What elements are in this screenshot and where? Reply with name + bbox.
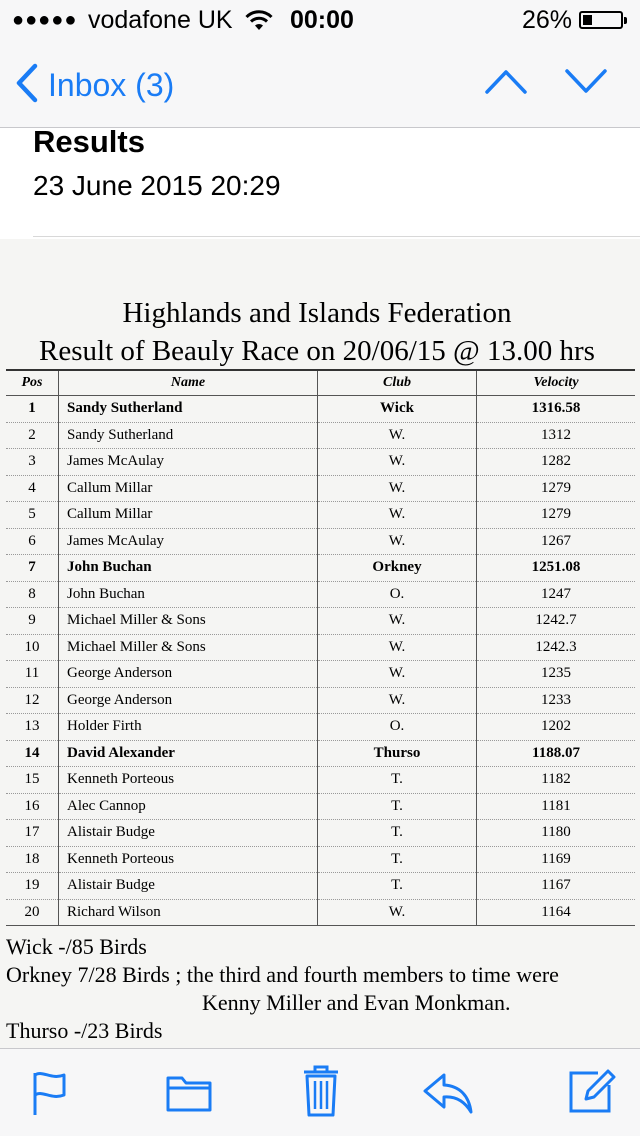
cell-club: W.	[318, 502, 477, 529]
folder-icon	[166, 1100, 212, 1117]
flag-button[interactable]	[30, 1069, 70, 1122]
table-row	[6, 581, 635, 608]
chevron-down-icon	[564, 83, 608, 100]
signal-strength-icon: ●●●●●	[12, 9, 78, 31]
cell-name: Alistair Budge	[59, 873, 318, 900]
reply-button[interactable]	[422, 1071, 474, 1120]
cell-pos: 3	[6, 449, 59, 476]
status-bar	[0, 0, 640, 40]
trash-icon	[302, 1104, 340, 1121]
table-row	[6, 793, 635, 820]
message-date: 23 June 2015 20:29	[33, 170, 281, 201]
cell-name: Sandy Sutherland	[59, 422, 318, 449]
table-row	[6, 555, 635, 582]
cell-pos: 10	[6, 634, 59, 661]
battery-level-fill	[583, 15, 592, 25]
cell-name: Michael Miller & Sons	[59, 608, 318, 635]
cell-pos: 6	[6, 528, 59, 555]
document-title: Highlands and Islands Federation	[122, 297, 512, 329]
cell-club: W.	[318, 475, 477, 502]
carrier-name: vodafone UK	[88, 6, 233, 34]
compose-icon	[568, 1102, 616, 1119]
back-button-label: Inbox (3)	[48, 66, 175, 103]
table-row	[6, 634, 635, 661]
cell-pos: 20	[6, 899, 59, 926]
cell-velocity: 1242.7	[477, 608, 636, 635]
cell-club: Thurso	[318, 740, 477, 767]
cell-pos: 17	[6, 820, 59, 847]
table-row	[6, 740, 635, 767]
table-header-row	[6, 370, 635, 396]
cell-velocity: 1242.3	[477, 634, 636, 661]
note-orkney-continued: Kenny Miller and Evan Monkman.	[202, 990, 511, 1015]
cell-club: T.	[318, 846, 477, 873]
cell-club: W.	[318, 528, 477, 555]
cell-club: W.	[318, 634, 477, 661]
cell-name: Alec Cannop	[59, 793, 318, 820]
back-to-inbox-button[interactable]	[14, 64, 174, 106]
cell-pos: 16	[6, 793, 59, 820]
table-row	[6, 608, 635, 635]
message-subject: Results	[33, 124, 145, 159]
table-row	[6, 661, 635, 688]
wifi-icon	[244, 10, 274, 37]
cell-name: Callum Millar	[59, 502, 318, 529]
chevron-left-icon	[14, 63, 40, 108]
cell-pos: 13	[6, 714, 59, 741]
battery-icon	[579, 11, 623, 29]
cell-name: John Buchan	[59, 555, 318, 582]
table-row	[6, 422, 635, 449]
cell-name: George Anderson	[59, 661, 318, 688]
results-table	[6, 369, 635, 926]
note-orkney: Orkney 7/28 Birds ; the third and fourth members to time were	[6, 962, 559, 987]
table-row	[6, 846, 635, 873]
table-row	[6, 475, 635, 502]
cell-velocity: 1279	[477, 475, 636, 502]
cell-name: Callum Millar	[59, 475, 318, 502]
battery-nub	[624, 17, 627, 24]
cell-velocity: 1233	[477, 687, 636, 714]
move-to-folder-button[interactable]	[166, 1073, 212, 1118]
cell-velocity: 1267	[477, 528, 636, 555]
cell-velocity: 1251.08	[477, 555, 636, 582]
cell-pos: 11	[6, 661, 59, 688]
cell-pos: 14	[6, 740, 59, 767]
navigation-bar	[0, 40, 640, 128]
cell-velocity: 1164	[477, 899, 636, 926]
cell-velocity: 1247	[477, 581, 636, 608]
cell-name: John Buchan	[59, 581, 318, 608]
cell-club: T.	[318, 767, 477, 794]
next-message-button[interactable]	[564, 66, 608, 101]
cell-velocity: 1181	[477, 793, 636, 820]
cell-pos: 9	[6, 608, 59, 635]
results-table-body	[6, 396, 635, 926]
table-row	[6, 687, 635, 714]
note-thurso: Thurso -/23 Birds	[6, 1018, 163, 1043]
message-header	[0, 124, 640, 238]
table-row	[6, 528, 635, 555]
cell-club: Orkney	[318, 555, 477, 582]
cell-velocity: 1235	[477, 661, 636, 688]
cell-pos: 1	[6, 396, 59, 423]
cell-pos: 5	[6, 502, 59, 529]
column-header-club: Club	[318, 370, 477, 396]
cell-club: T.	[318, 820, 477, 847]
cell-name: Sandy Sutherland	[59, 396, 318, 423]
cell-club: W.	[318, 899, 477, 926]
cell-velocity: 1282	[477, 449, 636, 476]
cell-club: W.	[318, 449, 477, 476]
compose-button[interactable]	[568, 1067, 616, 1120]
cell-pos: 15	[6, 767, 59, 794]
cell-velocity: 1202	[477, 714, 636, 741]
table-row	[6, 820, 635, 847]
attached-results-image[interactable]	[0, 239, 640, 1049]
table-row	[6, 873, 635, 900]
cell-club: O.	[318, 714, 477, 741]
cell-name: Kenneth Porteous	[59, 767, 318, 794]
cell-velocity: 1182	[477, 767, 636, 794]
cell-velocity: 1316.58	[477, 396, 636, 423]
cell-name: Richard Wilson	[59, 899, 318, 926]
cell-club: O.	[318, 581, 477, 608]
header-divider	[33, 236, 640, 237]
cell-velocity: 1279	[477, 502, 636, 529]
table-row	[6, 396, 635, 423]
table-row	[6, 449, 635, 476]
document-subtitle: Result of Beauly Race on 20/06/15 @ 13.00 hrs	[39, 335, 595, 367]
table-row	[6, 502, 635, 529]
chevron-up-icon	[484, 83, 528, 100]
cell-club: Wick	[318, 396, 477, 423]
cell-name: James McAulay	[59, 449, 318, 476]
cell-name: Kenneth Porteous	[59, 846, 318, 873]
column-header-pos: Pos	[6, 370, 59, 396]
cell-club: T.	[318, 873, 477, 900]
table-row	[6, 899, 635, 926]
previous-message-button[interactable]	[484, 66, 528, 101]
cell-club: W.	[318, 687, 477, 714]
cell-name: Michael Miller & Sons	[59, 634, 318, 661]
column-header-velocity: Velocity	[477, 370, 636, 396]
table-row	[6, 714, 635, 741]
flag-icon	[30, 1104, 70, 1121]
cell-pos: 4	[6, 475, 59, 502]
column-header-name: Name	[59, 370, 318, 396]
delete-button[interactable]	[302, 1065, 340, 1122]
battery-percent: 26%	[522, 6, 573, 34]
cell-pos: 12	[6, 687, 59, 714]
cell-pos: 2	[6, 422, 59, 449]
cell-club: W.	[318, 608, 477, 635]
cell-club: W.	[318, 661, 477, 688]
cell-club: W.	[318, 422, 477, 449]
cell-pos: 7	[6, 555, 59, 582]
cell-name: David Alexander	[59, 740, 318, 767]
status-time: 00:00	[290, 6, 354, 34]
cell-name: James McAulay	[59, 528, 318, 555]
cell-velocity: 1312	[477, 422, 636, 449]
cell-pos: 19	[6, 873, 59, 900]
table-row	[6, 767, 635, 794]
cell-club: T.	[318, 793, 477, 820]
cell-velocity: 1188.07	[477, 740, 636, 767]
cell-name: Alistair Budge	[59, 820, 318, 847]
note-wick: Wick -/85 Birds	[6, 934, 147, 959]
cell-name: Holder Firth	[59, 714, 318, 741]
cell-velocity: 1169	[477, 846, 636, 873]
reply-icon	[422, 1102, 474, 1119]
cell-pos: 8	[6, 581, 59, 608]
cell-velocity: 1180	[477, 820, 636, 847]
cell-pos: 18	[6, 846, 59, 873]
cell-velocity: 1167	[477, 873, 636, 900]
cell-name: George Anderson	[59, 687, 318, 714]
bottom-toolbar	[0, 1048, 640, 1136]
